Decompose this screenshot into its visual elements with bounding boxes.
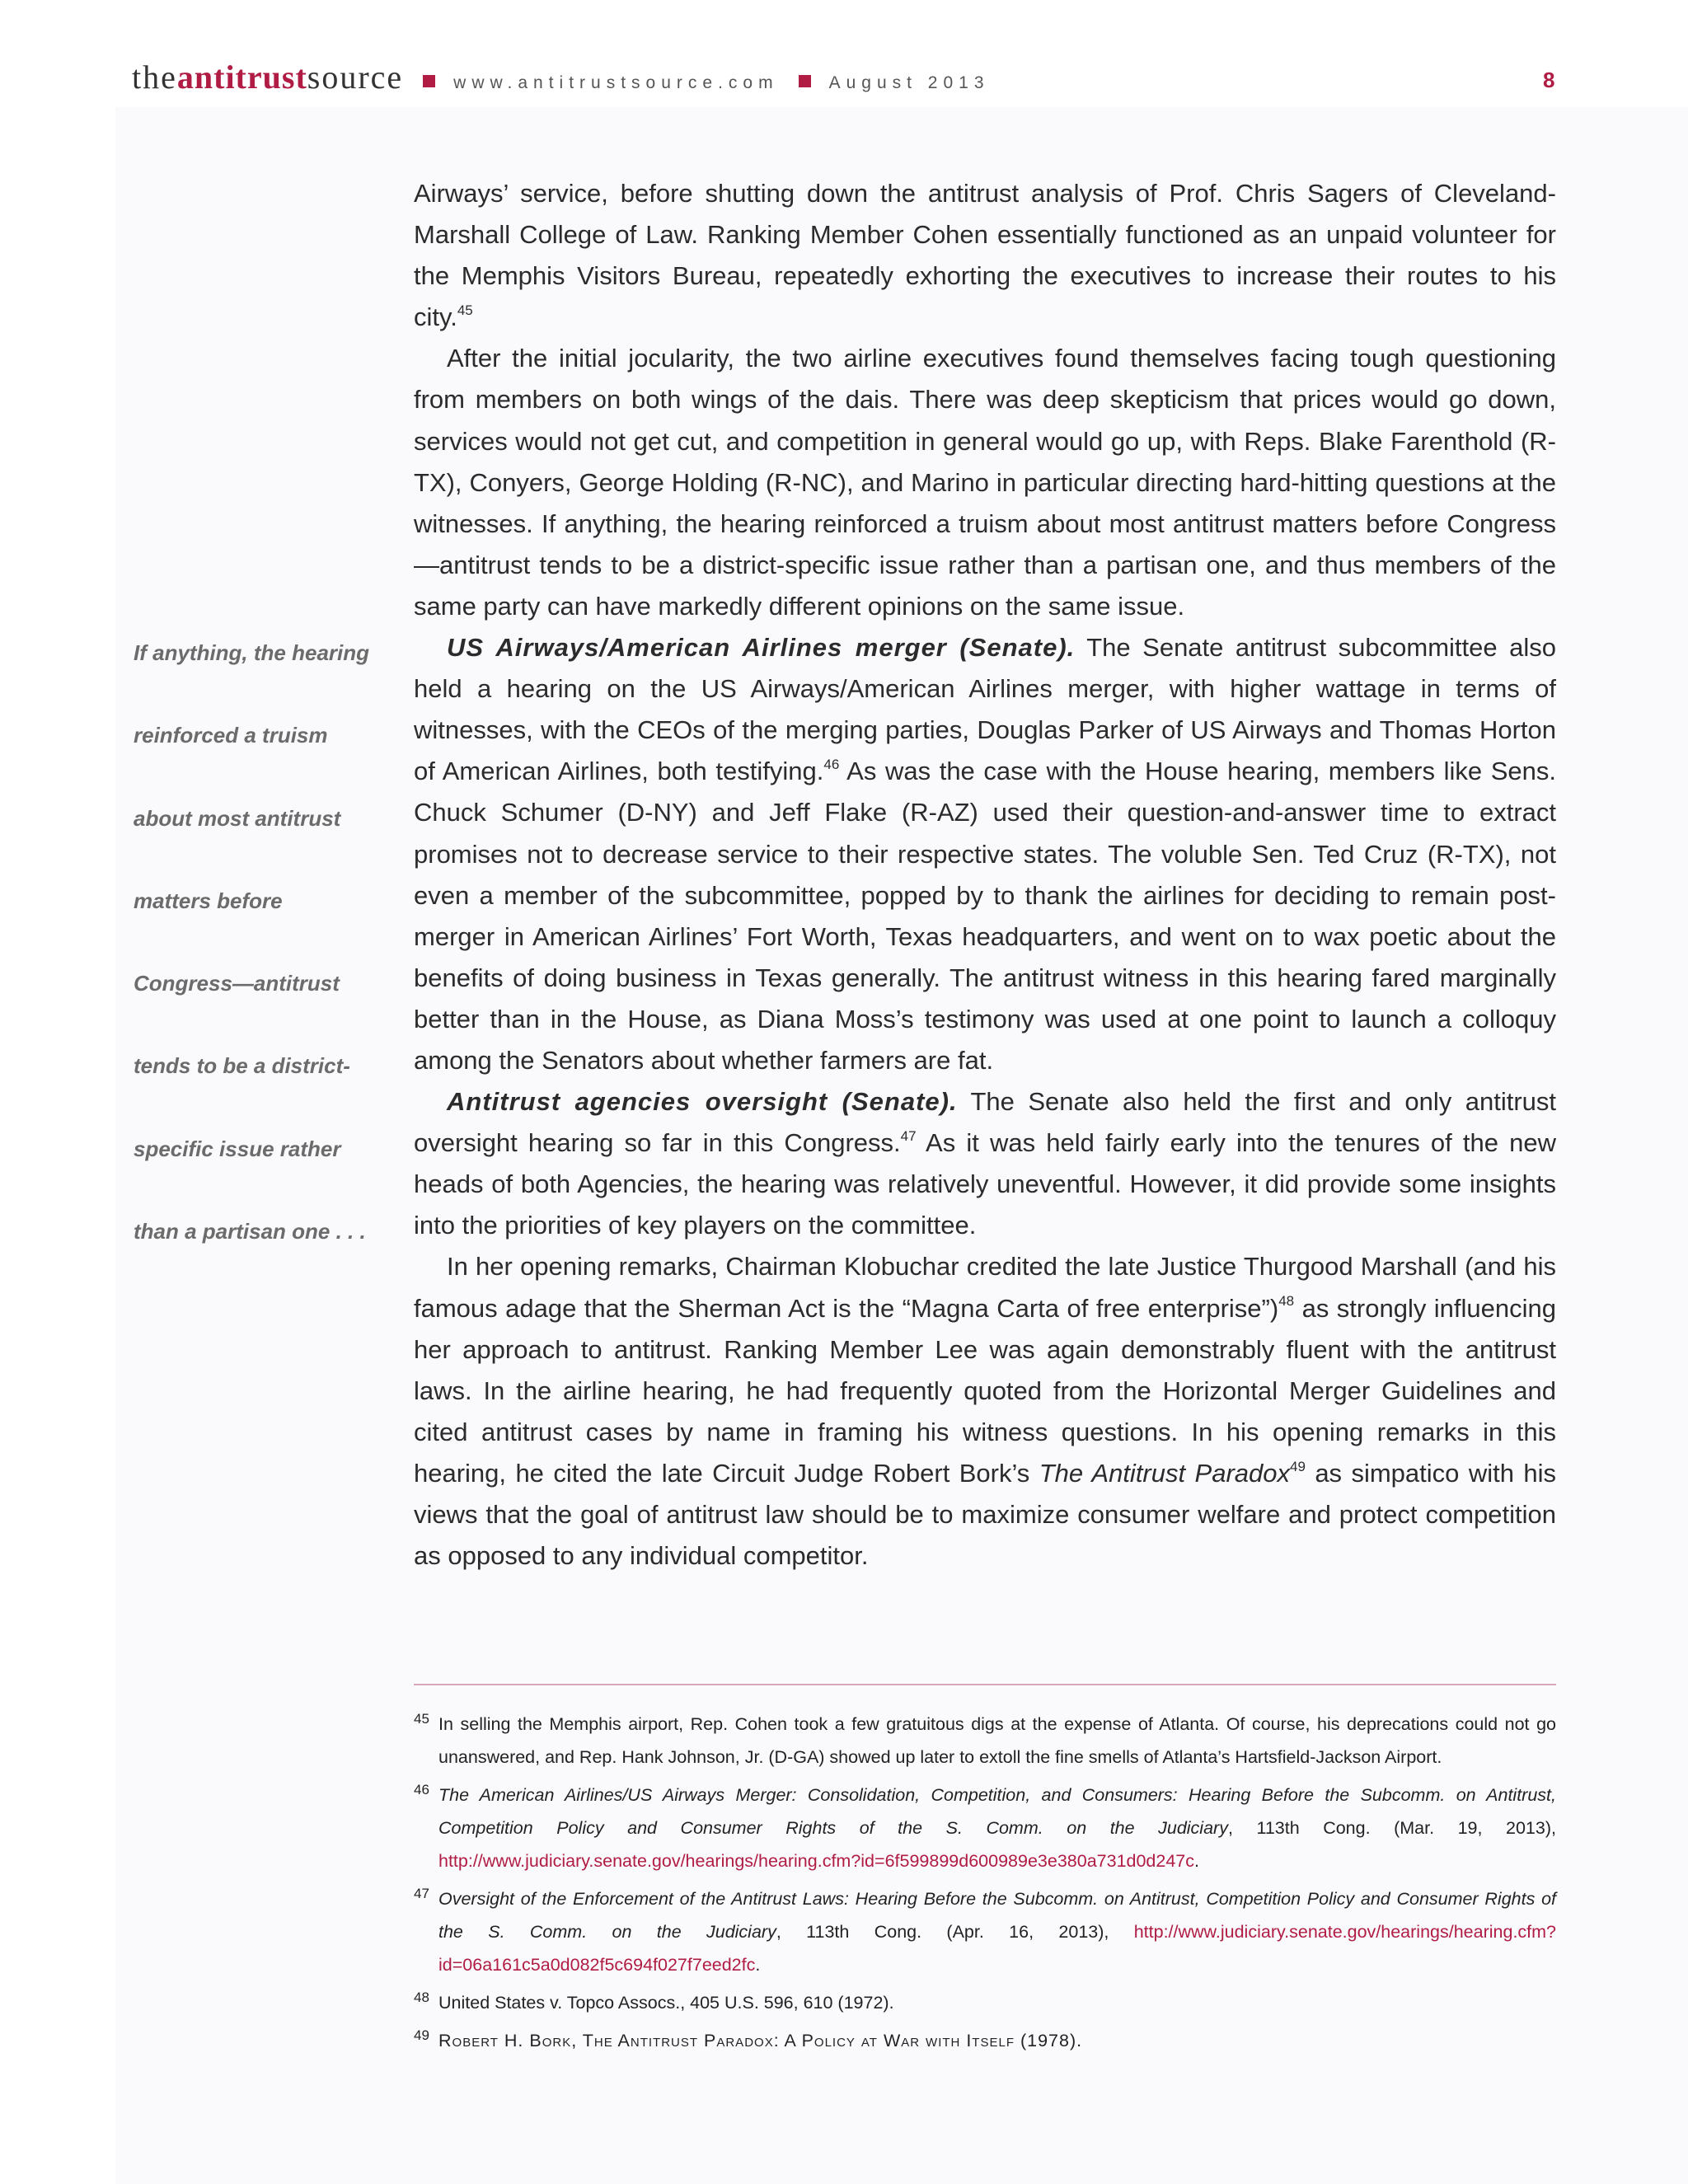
paragraph-oversight: Antitrust agencies oversight (Senate). The Senate also held the first and only antitrust oversight hearing so far in this Congress.$^{47}$ As it was held fairly early into the tenures of the new heads of both Agencies, the hearing was relatively uneventful. However, it did provide some insights into the priorities of key players on the committee.	[414, 1087, 1557, 1240]
footnote-45: 45 In selling the Memphis airport, Rep. Cohen took a few gratuitous digs at the expense of Atlanta. Of course, his deprecations could not go unanswered, and Rep. Hank Johnson, Jr. (D-GA) showed up later to extoll the fine smells of Atlanta’s Hartsfield-Jackson Airport.	[414, 1708, 1556, 1774]
footnote-number: 45	[414, 1711, 429, 1727]
hearing-link[interactable]: http://www.judiciary.senate.gov/hearings/hearing.cfm?id=06a161c5a0d082f5c694f027f7eed2fc	[438, 1922, 1557, 1975]
pull-quote-line: Congress—antitrust	[134, 971, 340, 996]
masthead	[132, 58, 990, 107]
paragraph-senate-merger: US Airways/American Airlines merger (Senate). The Senate antitrust subcommittee also held a hearing on the US Airways/American Airlines merger, with higher wattage in terms of witnesses, with the CEOs of the merging parties, Douglas Parker of US Airways and Thomas Horton of American Airlines, both testifying.$^{46}$ As was the case with the House hearing, members like Sens. Chuck Schumer (D-NY) and Jeff Flake (R-AZ) used their question-and-answer time to extract promises not to decrease service to their respective states. The voluble Sen. Ted Cruz (R-TX), not even a member of the subcommittee, popped by to thank the airlines for deciding to remain post-merger in American Airlines’ Fort Worth, Texas headquarters, and went on to wax poetic about the benefits of doing business in Texas generally. The antitrust witness in this hearing fared marginally better than in the House, as Diana Moss’s testimony was used at one point to launch a colloquy among the Senators about whether farmers are fat.	[414, 633, 1557, 1075]
pull-quote-line: tends to be a district-	[134, 1053, 350, 1079]
footnote-number: 49	[414, 2027, 429, 2043]
pull-quote	[134, 635, 381, 1296]
separator-square-icon	[799, 75, 811, 87]
run-in-heading: Antitrust agencies oversight (Senate).	[447, 1087, 958, 1117]
issue-date: August 2013	[828, 73, 990, 92]
footnotes	[414, 1708, 1556, 2062]
page-number: 8	[1543, 68, 1555, 92]
hearing-link[interactable]: http://www.judiciary.senate.gov/hearings/hearing.cfm?id=6f599899d600989e3e380a731d0d247c	[438, 1851, 1195, 1871]
pull-quote-line: about most antitrust	[134, 805, 341, 831]
book-title: The Antitrust Paradox	[1039, 1458, 1290, 1488]
footnote-ref-45[interactable]: 45	[457, 302, 473, 318]
pull-quote-line: specific issue rather	[134, 1136, 341, 1161]
footnote-48: 48 United States v. Topco Assocs., 405 U.S. 596, 610 (1972).	[414, 1986, 1556, 2019]
footnote-number: 47	[414, 1886, 429, 1901]
footnote-ref-47[interactable]: 47	[900, 1127, 917, 1144]
footnote-ref-49[interactable]: 49	[1289, 1458, 1306, 1474]
separator-square-icon	[423, 75, 435, 87]
run-in-heading: US Airways/American Airlines merger (Senate).	[447, 633, 1076, 663]
pull-quote-line: than a partisan one . . .	[134, 1219, 366, 1244]
paragraph: In her opening remarks, Chairman Klobuchar credited the late Justice Thurgood Marshall (and his famous adage that the Sherman Act is the “Magna Carta of free enterprise”)$^{48}$ as strongly influencing her approach to antitrust. Ranking Member Lee was again demonstrably fluent with the antitrust laws. In the airline hearing, he had frequently quoted from the Horizontal Merger Guidelines and cited antitrust cases by name in framing his witness questions. In his opening remarks in this hearing, he cited the late Circuit Judge Robert Bork’s The Antitrust Paradox$^{49}$ as simpatico with his views that the goal of antitrust law should be to maximize consumer welfare and protect competition as opposed to any individual competitor.	[414, 1252, 1557, 1571]
footnote-46: 46 The American Airlines/US Airways Merger: Consolidation, Competition, and Consumers: Hearing Before the Subcomm. on Antitrust, Competition Policy and Consumer Rights of the S. Comm. on the Judiciary, 113th Cong. (Mar. 19, 2013), http://www.judiciary.senate.gov/hearings/hearing.cfm?id=6f599899d600989e3e380a731d0d247c.	[414, 1779, 1556, 1877]
publication-logo: theantitrustsource	[132, 59, 404, 96]
pull-quote-line: reinforced a truism	[134, 723, 328, 748]
footnote-ref-46[interactable]: 46	[823, 756, 840, 772]
footnote-47: 47 Oversight of the Enforcement of the Antitrust Laws: Hearing Before the Subcomm. on Antitrust, Competition Policy and Consumer Rights of the S. Comm. on the Judiciary, 113th Cong. (Apr. 16, 2013), http://www.judiciary.senate.gov/hearings/hearing.cfm?id=06a161c5a0d082f5c694f027f7eed2fc.	[414, 1882, 1556, 1981]
footnote-49: 49 Robert H. Bork, The Antitrust Paradox: A Policy at War with Itself (1978).	[414, 2024, 1556, 2057]
pull-quote-line: If anything, the hearing	[134, 640, 370, 665]
footnote-ref-48[interactable]: 48	[1278, 1293, 1295, 1310]
paragraph: After the initial jocularity, the two airline executives found themselves facing tough questioning from members on both wings of the dais. There was deep skepticism that prices would go down, services would not get cut, and competition in general would go up, with Reps. Blake Farenthold (R-TX), Conyers, George Holding (R-NC), and Marino in particular directing hard-hitting questions at the witnesses. If anything, the hearing reinforced a truism about most antitrust matters before Congress—antitrust tends to be a district-specific issue rather than a partisan one, and thus members of the same party can have markedly different opinions on the same issue.	[414, 344, 1556, 621]
footnote-number: 48	[414, 1990, 429, 2005]
paragraph: Airways’ service, before shutting down the antitrust analysis of Prof. Chris Sagers of Cleveland-Marshall College of Law. Ranking Member Cohen essentially functioned as an unpaid volunteer for the Memphis Visitors Bureau, repeatedly exhorting the executives to increase their routes to his city.$^{45}$	[414, 179, 1556, 332]
pull-quote-line: matters before	[134, 888, 283, 913]
website-url[interactable]: www.antitrustsource.com	[453, 73, 779, 92]
footnote-number: 46	[414, 1782, 429, 1797]
footnote-divider	[414, 1684, 1556, 1685]
article-body	[414, 173, 1556, 1577]
